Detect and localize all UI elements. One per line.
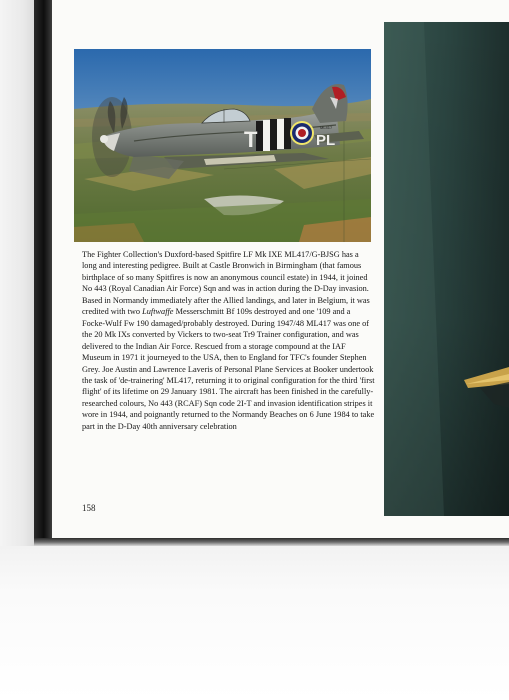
page-number: 158: [82, 503, 96, 513]
spitfire-photo: [74, 49, 371, 242]
scan-background-bottom: [0, 546, 509, 700]
photo-caption: [82, 249, 375, 432]
code-letters-pl: PL: [316, 132, 336, 149]
code-letter-t: T: [244, 127, 258, 152]
page-bottom-edge: [34, 538, 509, 546]
serial-number: ML417: [320, 125, 333, 130]
caption-italic-luftwaffe: Luftwaffe: [142, 307, 174, 317]
facing-page-photo: [384, 22, 509, 516]
caption-text-2: Messerschmitt Bf 109s destroyed and one '109 and a Focke-Wulf Fw 190 damaged/probably destroyed. During 1947/48 ML417 was one of the 20 Mk IXs converted by Vickers to two-seat Tr9 Trainer configuration, and was delivered to the Indian Air Force. Rescued from a storage compound at the IAF Museum in 1971 it journeyed to the USA, then to England for TFC's founder Stephen Grey. Joe Austin and Lawrence Laveris of Personal Plane Services at Booker undertook the task of 'de-trainering' ML417, returning it to original configuration for the third 'first flight' of its lifetime on 29 January 1981. The aircraft has been finished in the carefully-researched colours, No 443 (RCAF) Sqn code 2I-T and invasion identification stripes it wore in 1944, and poignantly returned to the Normandy Beaches on 6 June 1984 to take part in the D-Day 40th anniversary celebration: [82, 307, 375, 431]
caption-text-1: The Fighter Collection's Duxford-based Spitfire LF Mk IXE ML417/G-BJSG has a long and interesting pedigree. Built at Castle Bronwich in Birmingham (that famous birthplace of so many Spitfires is now an anonymous council estate) in 1944, it joined No 443 (Royal Canadian Air Force) Sqn and was in action during the D-Day invasion. Based in Normandy immediately after the Allied landings, and later in Belgium, it was credited with two: [82, 250, 370, 317]
